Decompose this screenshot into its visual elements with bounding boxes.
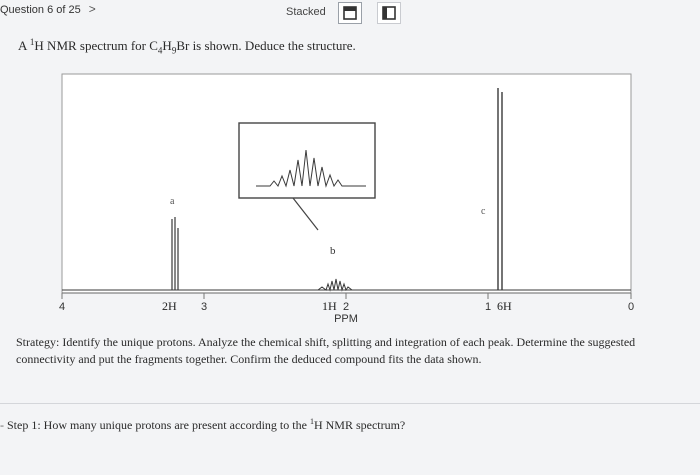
chevron-right-icon[interactable]: >	[88, 2, 96, 16]
section-divider	[0, 403, 700, 404]
x-tick-3: 3	[200, 301, 208, 313]
question-prompt: A $^1$H NMR spectrum for $C_4H_9Br$ is shown. Deduce the structure.	[18, 37, 356, 56]
integration-b: 1H	[322, 299, 337, 313]
strategy-text: Strategy: Identify the unique protons. Analyze the chemical shift, splitting and integration of each peak. Determine the suggested connectivity and put the fragments together. Confirm the deduced compound fits the data shown.	[16, 335, 636, 366]
view-mode-label: Stacked	[286, 6, 326, 18]
x-tick-2: 2	[342, 301, 350, 313]
question-counter: Question 6 of 25	[0, 4, 81, 16]
x-tick-1: 1	[484, 301, 492, 313]
x-tick-4: 4	[58, 301, 66, 313]
integration-a: 2H	[162, 299, 177, 313]
integration-c: 6H	[497, 299, 512, 313]
x-tick-0: 0	[627, 301, 635, 313]
peak-label-b: b	[330, 245, 336, 257]
x-axis-title: PPM	[334, 313, 358, 325]
step-1-question: - Step 1: How many unique protons are present according to the $^1$H NMR spectrum?	[0, 417, 406, 432]
x-axis-ticks	[62, 293, 631, 299]
peak-label-c: c	[481, 206, 486, 217]
peak-label-a: a	[170, 196, 175, 207]
